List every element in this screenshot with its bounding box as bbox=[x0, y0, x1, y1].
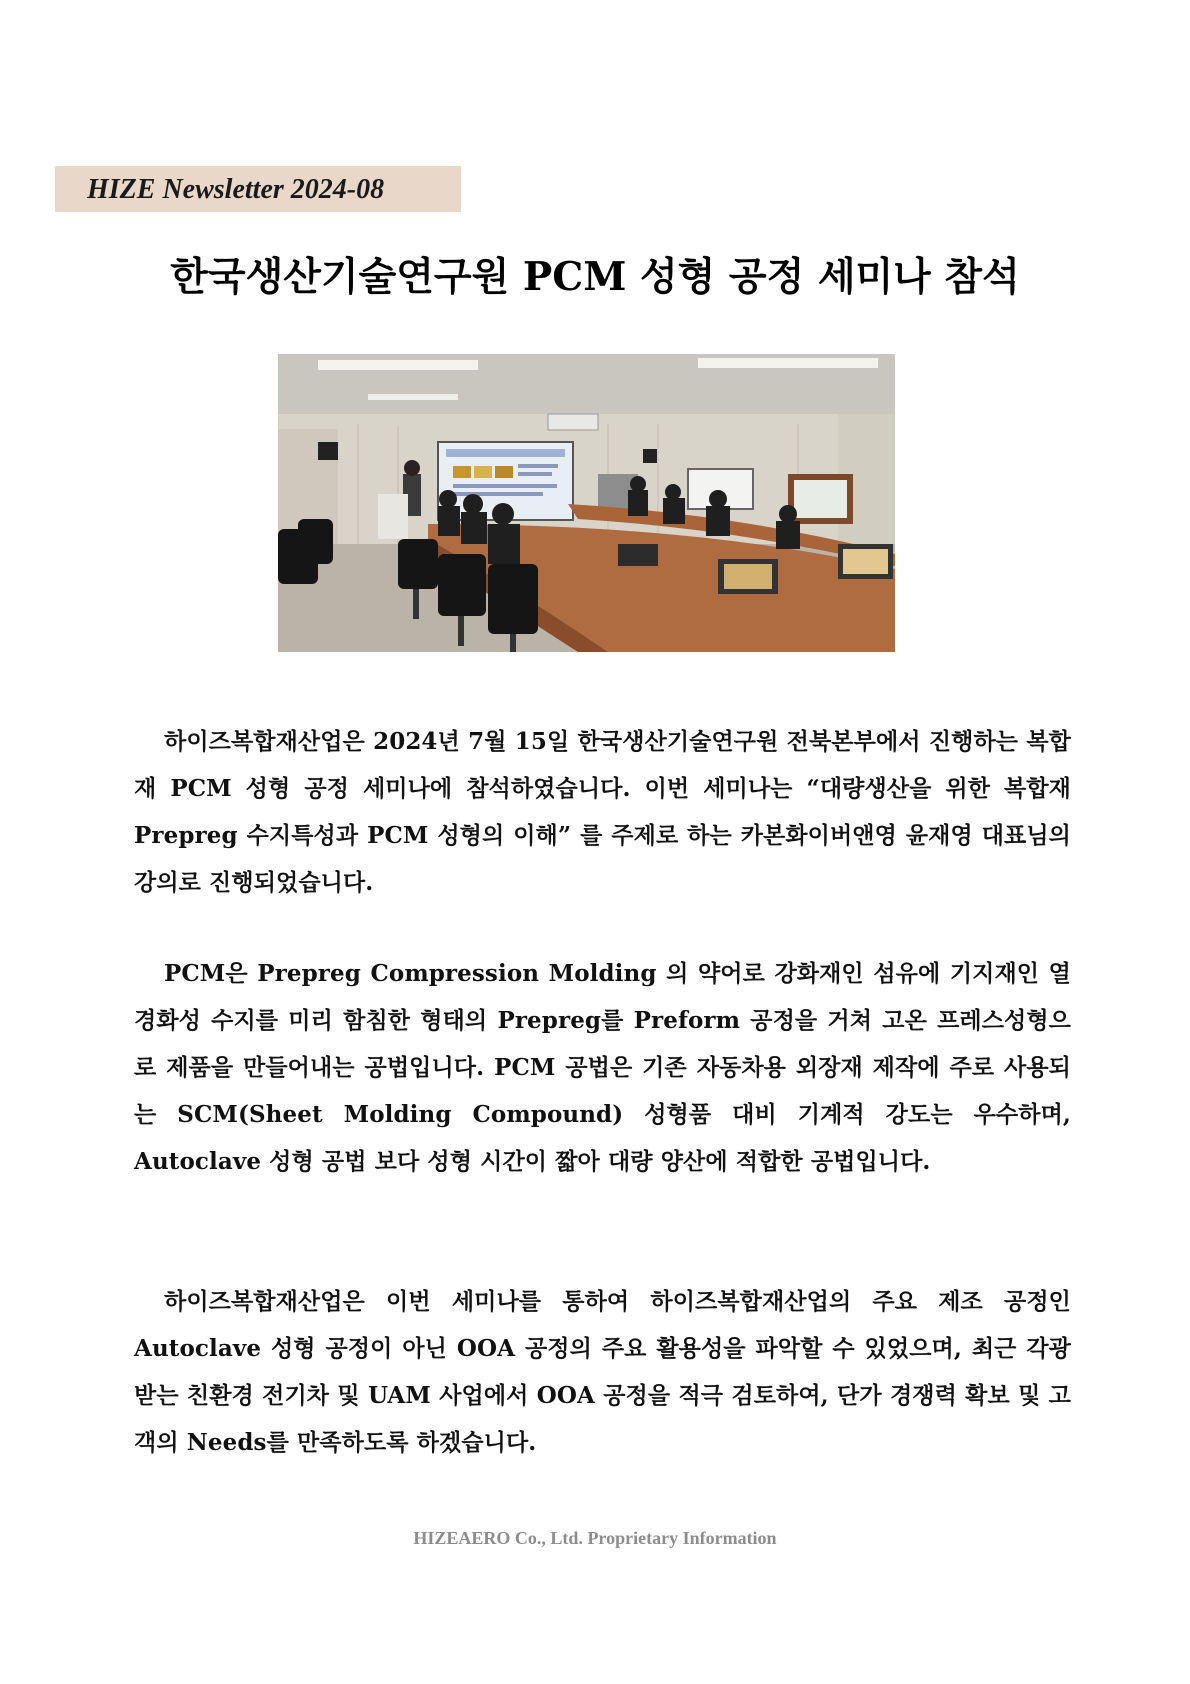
footer-proprietary: HIZEAERO Co., Ltd. Proprietary Information bbox=[413, 1528, 777, 1548]
paragraph-3 bbox=[134, 1278, 1071, 1466]
article-title: 한국생산기술연구원 PCM 성형 공정 세미나 참석 bbox=[170, 254, 1020, 300]
seminar-photo bbox=[278, 354, 895, 652]
paragraph-1-text: 하이즈복합재산업은 2024년 7월 15일 한국생산기술연구원 전북본부에서 진행하는 복합재 PCM 성형 공정 세미나에 참석하였습니다. 이번 세미나는 “대량생산을 위한 복합재 Prepreg 수지특성과 PCM 성형의 이해” 를 주제로 하는 카본화이버앤영 윤재영 대표님의 강의로 진행되었습니다. bbox=[134, 728, 1072, 896]
paragraph-2 bbox=[134, 950, 1071, 1185]
paragraph-1 bbox=[134, 718, 1071, 906]
paragraph-2-text: PCM은 Prepreg Compression Molding 의 약어로 강화재인 섬유에 기지재인 열경화성 수지를 미리 함침한 형태의 Prepreg를 Preform 공정을 거쳐 고온 프레스성형으로 제품을 만들어내는 공법입니다. PCM 공법은 기존 자동차용 외장재 제작에 주로 사용되는 SCM(Sheet Molding Compound) 성형품 대비 기계적 강도는 우수하며, Autoclave 성형 공법 보다 성형 시간이 짧아 대량 양산에 적합한 공법입니다. bbox=[134, 960, 1071, 1175]
newsletter-label: HIZE Newsletter 2024-08 bbox=[87, 174, 385, 205]
newsletter-badge bbox=[55, 166, 461, 212]
paragraph-3-text: 하이즈복합재산업은 이번 세미나를 통하여 하이즈복합재산업의 주요 제조 공정인 Autoclave 성형 공정이 아닌 OOA 공정의 주요 활용성을 파악할 수 있었으며, 최근 각광받는 친환경 전기차 및 UAM 사업에서 OOA 공정을 적극 검토하여, 단가 경쟁력 확보 및 고객의 Needs를 만족하도록 하겠습니다. bbox=[134, 1288, 1071, 1456]
